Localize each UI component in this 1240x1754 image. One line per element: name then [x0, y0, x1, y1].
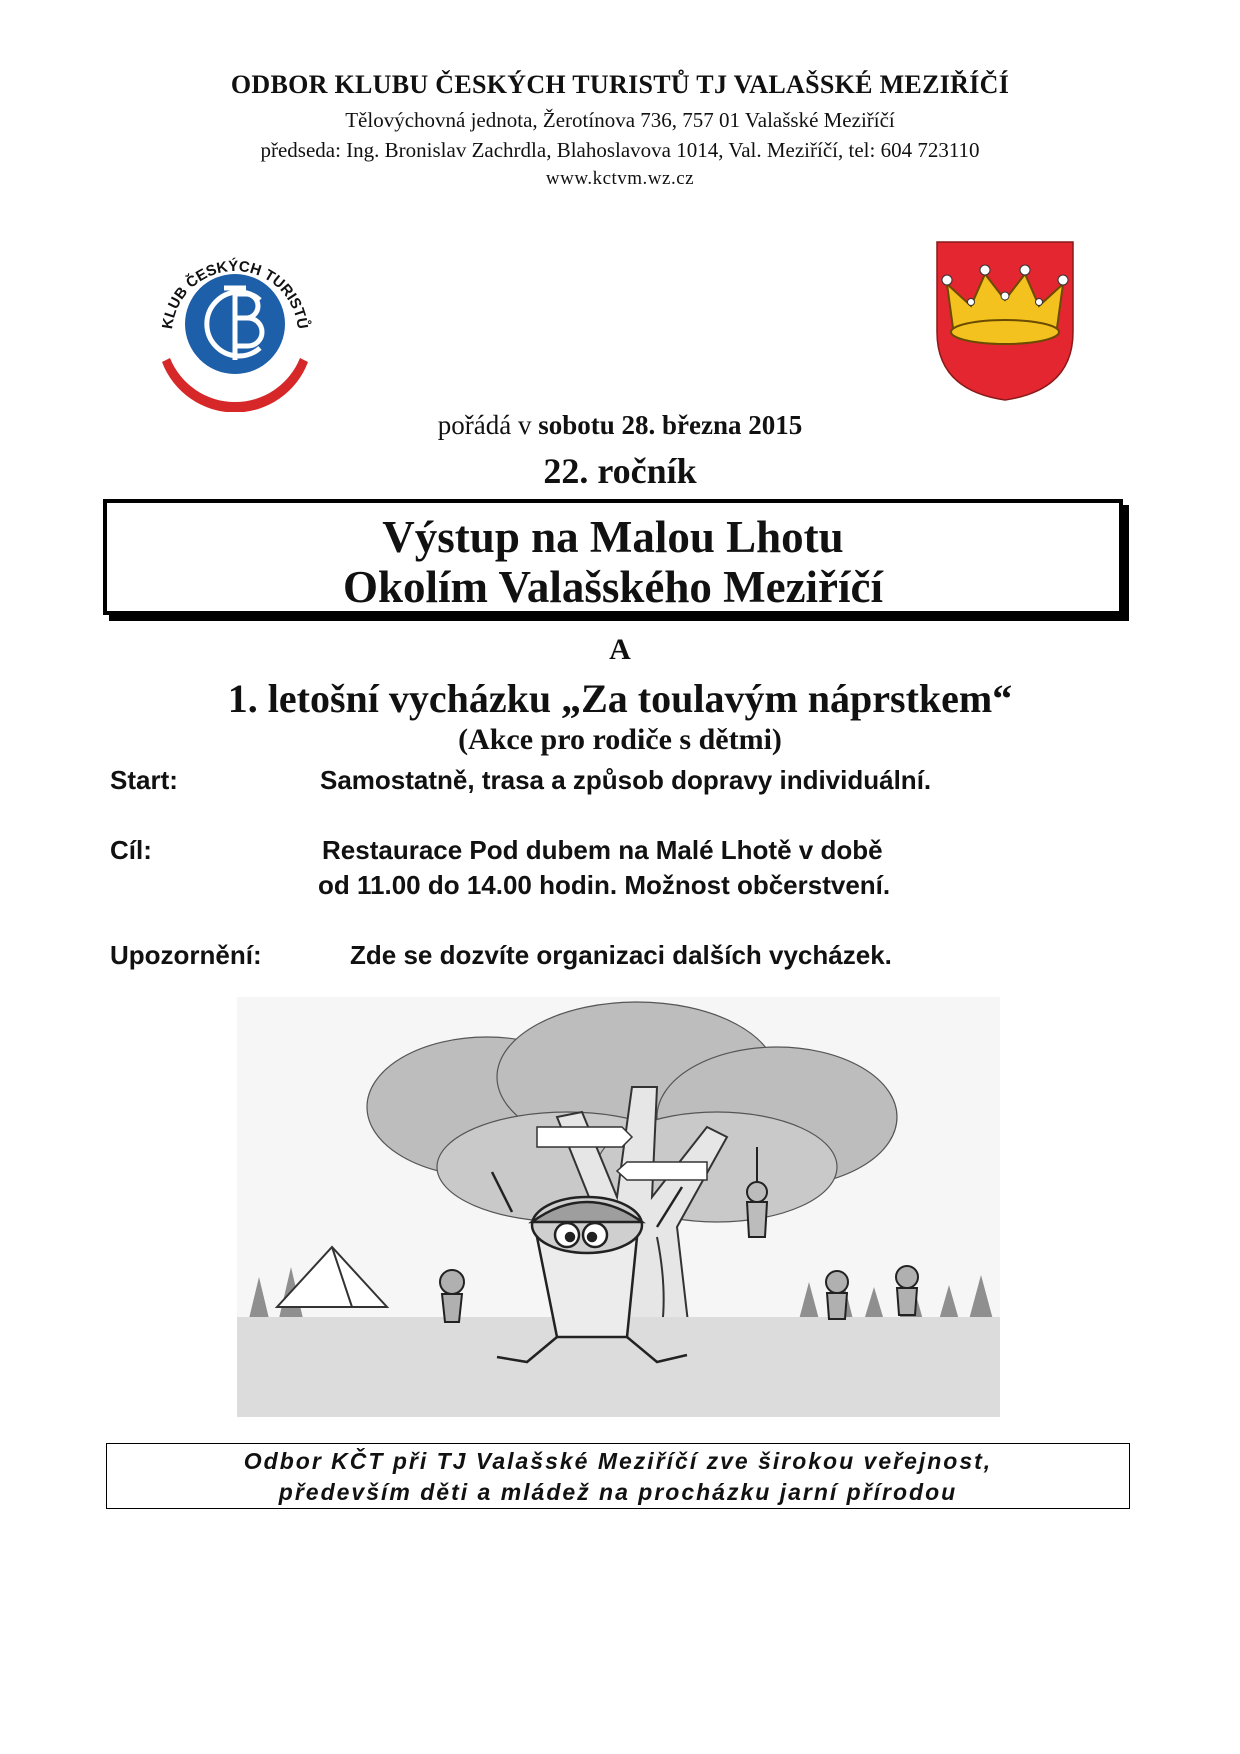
note-value: Zde se dozvíte organizaci dalších vycházek. — [350, 940, 892, 970]
walk-title: 1. letošní vycházku „Za toulavým náprstkem“ — [227, 676, 1013, 721]
event-edition: 22. ročník — [543, 451, 697, 491]
cartoon-illustration — [237, 997, 1000, 1417]
event-title-line1: Výstup na Malou Lhotu — [382, 512, 844, 562]
organization-address: Tělovýchovná jednota, Žerotínova 736, 757 01 Valašské Meziříčí — [345, 108, 895, 132]
kct-logo — [150, 242, 320, 412]
walk-subtitle: (Akce pro rodiče s dětmi) — [458, 723, 782, 756]
start-value: Samostatně, trasa a způsob dopravy individuální. — [320, 765, 932, 795]
goal-label: Cíl: — [110, 835, 152, 865]
footer-line1: Odbor KČT při TJ Valašské Meziříčí zve širokou veřejnost, — [243, 1448, 993, 1474]
kct-logo-ring-text: KLUB ČESKÝCH TURISTŮ — [159, 257, 311, 331]
start-label: Start: — [110, 765, 178, 795]
event-title-box — [103, 499, 1123, 615]
organization-name: ODBOR KLUBU ČESKÝCH TURISTŮ TJ VALAŠSKÉ MEZIŘÍČÍ — [230, 70, 1010, 99]
website-url: www.kctvm.wz.cz — [545, 168, 695, 189]
goal-value-line2: od 11.00 do 14.00 hodin. Možnost občerstvení. — [318, 870, 891, 900]
coat-of-arms — [935, 240, 1075, 402]
footer-line2: především děti a mládež na procházku jarní přírodou — [278, 1479, 958, 1505]
chairman-contact: předseda: Ing. Bronislav Zachrdla, Blahoslavova 1014, Val. Meziříčí, tel: 604 723110 — [260, 138, 980, 162]
footer-invitation-box — [106, 1443, 1130, 1509]
event-title-line2: Okolím Valašského Meziříčí — [343, 562, 883, 612]
event-date: sobotu 28. března 2015 — [538, 410, 803, 440]
date-prefix: pořádá v — [437, 410, 539, 440]
event-date-line — [0, 410, 1240, 441]
goal-value-line1: Restaurace Pod dubem na Malé Lhotě v době — [322, 835, 883, 865]
conjunction: A — [609, 633, 631, 666]
note-label: Upozornění: — [110, 940, 262, 970]
